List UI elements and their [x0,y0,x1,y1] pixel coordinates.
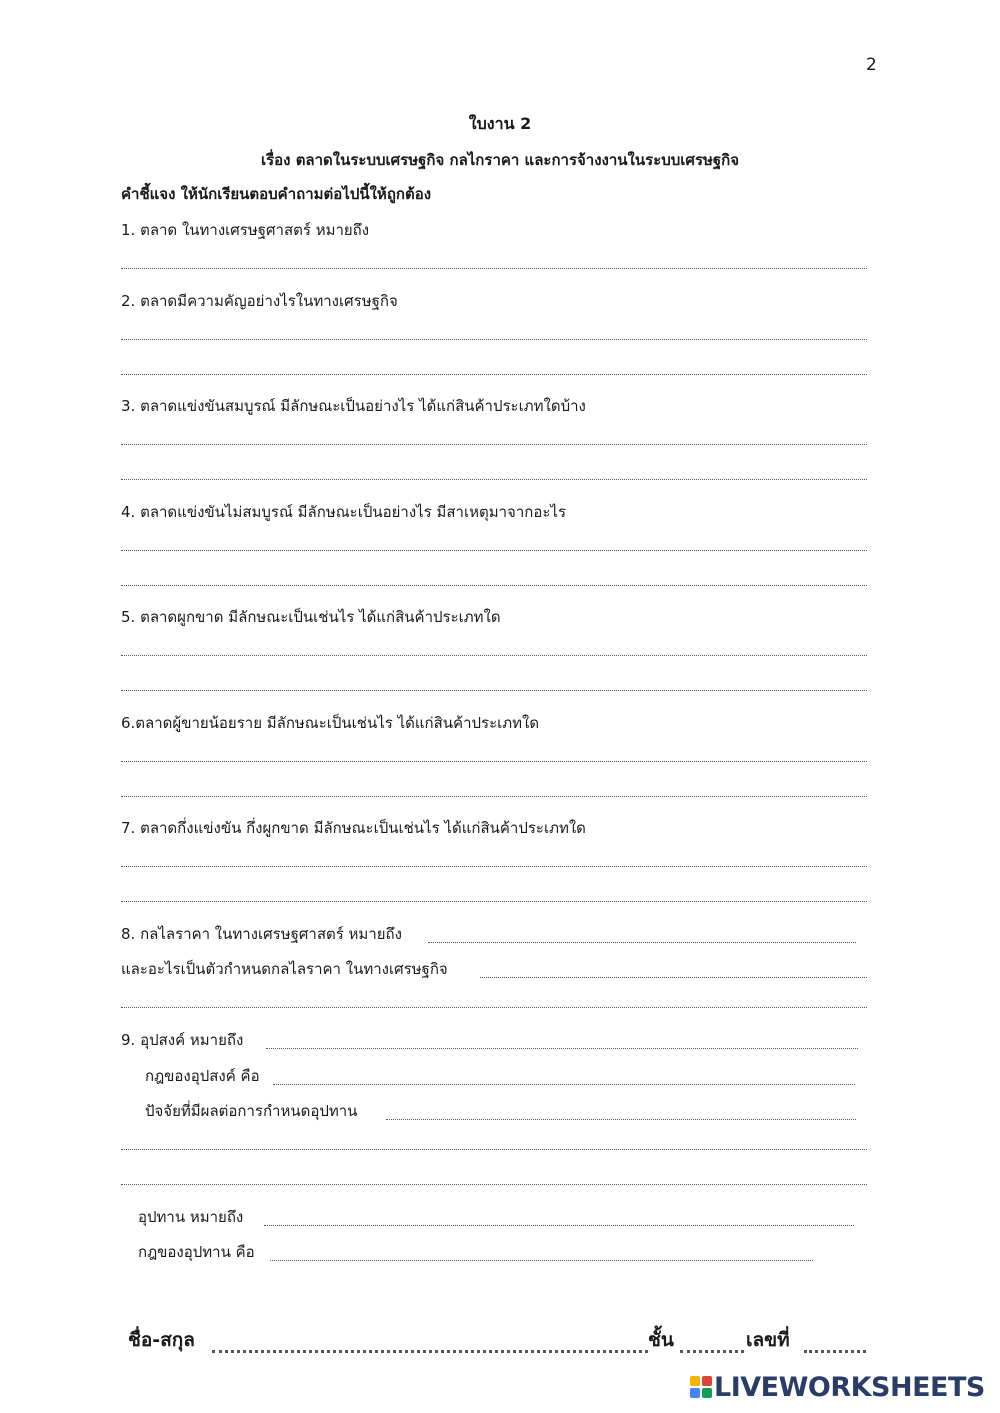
answer-line[interactable] [121,1007,867,1008]
answer-line[interactable] [121,550,867,551]
liveworksheets-logo[interactable] [690,1372,985,1403]
answer-line[interactable] [121,444,867,445]
answer-line[interactable] [273,1084,855,1085]
answer-line[interactable] [266,1048,858,1049]
question-9-demand-law: กฎของอุปสงค์ คือ [145,1067,260,1085]
question-9-supply-law: กฎของอุปทาน คือ [138,1243,255,1261]
answer-line[interactable] [386,1119,856,1120]
answer-line[interactable] [121,901,867,902]
answer-line[interactable] [121,268,867,269]
worksheet-subtitle: เรื่อง ตลาดในระบบเศรษฐกิจ กลไกราคา และการจ้างงานในระบบเศรษฐกิจ [260,151,740,169]
page-number: 2 [866,55,877,75]
answer-line[interactable] [480,977,867,978]
number-label: เลขที่ [746,1329,790,1351]
answer-line[interactable] [270,1260,813,1261]
question-8-definition: 8. กลไลราคา ในทางเศรษฐศาสตร์ หมายถึง [121,925,402,943]
answer-line[interactable] [121,690,867,691]
answer-line[interactable] [428,942,856,943]
answer-line[interactable] [121,655,867,656]
answer-line[interactable] [121,796,867,797]
question-5: 5. ตลาดผูกขาด มีลักษณะเป็นเช่นไร ได้แก่สินค้าประเภทใด [121,608,501,626]
question-9-supply: อุปทาน หมายถึง [138,1208,244,1226]
logo-text: LIVEWORKSHEETS [714,1372,985,1403]
name-label: ชื่อ-สกุล [128,1329,195,1351]
class-label: ชั้น [648,1329,674,1351]
answer-line[interactable] [121,761,867,762]
question-8-determinant: และอะไรเป็นตัวกำหนดกลไลราคา ในทางเศรษฐกิจ [121,960,448,978]
answer-line[interactable] [121,479,867,480]
answer-line[interactable] [121,1184,867,1185]
question-1: 1. ตลาด ในทางเศรษฐศาสตร์ หมายถึง [121,221,370,239]
liveworksheets-logo-icon [690,1376,712,1398]
question-7: 7. ตลาดกึ่งแข่งขัน กึ่งผูกขาด มีลักษณะเป็นเช่นไร ได้แก่สินค้าประเภทใด [121,819,586,837]
answer-line[interactable] [121,339,867,340]
answer-line[interactable] [121,866,867,867]
question-9-demand: 9. อุปสงค์ หมายถึง [121,1031,244,1049]
question-2: 2. ตลาดมีความคัญอย่างไรในทางเศรษฐกิจ [121,292,398,310]
answer-line[interactable] [121,374,867,375]
instruction-text: คำชี้แจง ให้นักเรียนตอบคำถามต่อไปนี้ให้ถูกต้อง [121,185,432,203]
worksheet-title: ใบงาน 2 [468,114,532,133]
question-9-supply-factors: ปัจจัยที่มีผลต่อการกำหนดอุปทาน [145,1102,358,1120]
question-3: 3. ตลาดแข่งขันสมบูรณ์ มีลักษณะเป็นอย่างไร ได้แก่สินค้าประเภทใดบ้าง [121,397,586,415]
question-6: 6.ตลาดผู้ขายน้อยราย มีลักษณะเป็นเช่นไร ได้แก่สินค้าประเภทใด [121,714,540,732]
student-info-row [128,1325,195,1355]
class-input-line[interactable] [680,1350,744,1353]
question-4: 4. ตลาดแข่งขันไม่สมบูรณ์ มีลักษณะเป็นอย่างไร มีสาเหตุมาจากอะไร [121,503,566,521]
answer-line[interactable] [121,585,867,586]
number-input-line[interactable] [804,1350,866,1353]
name-input-line[interactable] [212,1350,648,1353]
answer-line[interactable] [264,1225,854,1226]
answer-line[interactable] [121,1149,867,1150]
